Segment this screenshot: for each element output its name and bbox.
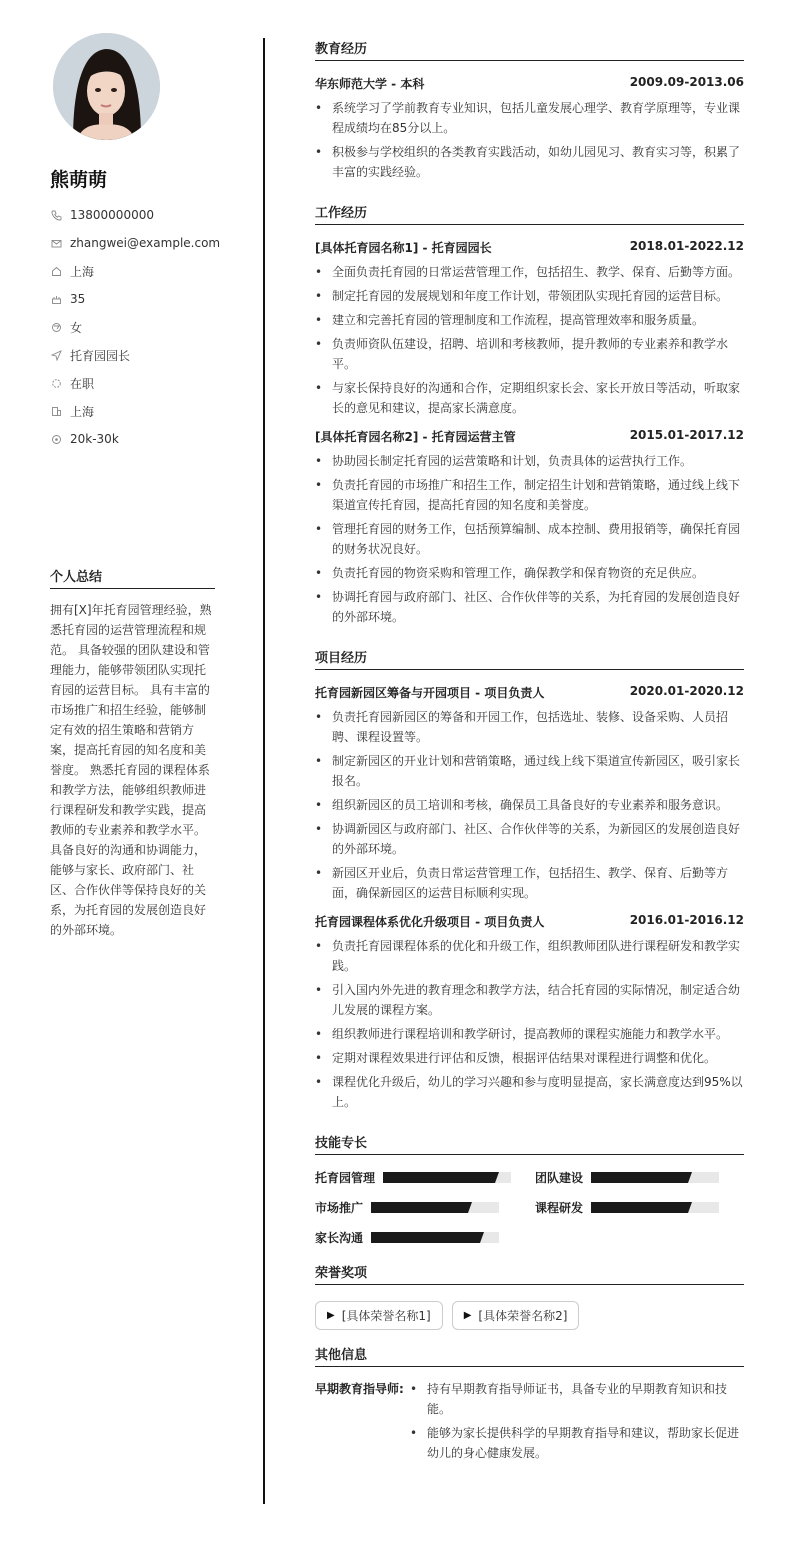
play-icon: ▶ xyxy=(327,1310,335,1321)
skill-item xyxy=(535,1199,744,1216)
section-title: 荣誉奖项 xyxy=(315,1262,744,1285)
skill-bar-fill xyxy=(591,1202,688,1213)
avatar xyxy=(53,33,160,140)
avatar-portrait xyxy=(53,33,160,140)
list-item: • 能够为家长提供科学的早期教育指导和建议，帮助家长促进幼儿的身心健康发展。 xyxy=(410,1423,744,1463)
skill-bar xyxy=(371,1202,499,1213)
bullet-list xyxy=(315,98,744,182)
contact-text: 35 xyxy=(70,292,86,306)
contact-phone xyxy=(50,201,220,229)
contact-location xyxy=(50,257,220,285)
skill-name: 团队建设 xyxy=(535,1171,584,1185)
item-head xyxy=(315,913,744,930)
item-date: 2015.01-2017.12 xyxy=(629,428,744,442)
projects-section xyxy=(315,647,744,1112)
list-item: • 组织新园区的员工培训和考核，确保员工具备良好的专业素养和服务意识。 xyxy=(315,795,744,815)
skill-name: 市场推广 xyxy=(315,1201,364,1215)
item-head xyxy=(315,239,744,256)
skill-bar xyxy=(591,1202,719,1213)
bullet-list xyxy=(315,707,744,903)
item-date: 2018.01-2022.12 xyxy=(629,239,744,253)
phone-icon xyxy=(50,209,62,221)
contact-status xyxy=(50,369,220,397)
item-date: 2009.09-2013.06 xyxy=(629,75,744,89)
skill-bar-fill xyxy=(383,1172,495,1183)
list-item: • 与家长保持良好的沟通和合作，定期组织家长会、家长开放日等活动，听取家长的意见和建议，提高家长满意度。 xyxy=(315,378,744,418)
contact-text: zhangwei@example.com xyxy=(70,236,221,250)
section-title: 项目经历 xyxy=(315,647,744,670)
skills-grid xyxy=(315,1169,744,1246)
item-title: [具体托育园名称2] - 托育园运营主管 xyxy=(315,430,516,444)
list-item: • 负责托育园的物资采购和管理工作，确保教学和保育物资的充足供应。 xyxy=(315,563,744,583)
summary-title: 个人总结 xyxy=(50,566,215,589)
honors-section xyxy=(315,1262,744,1330)
skill-item xyxy=(535,1169,744,1186)
section-title: 教育经历 xyxy=(315,38,744,61)
work-section xyxy=(315,202,744,627)
skill-item xyxy=(315,1229,535,1246)
list-item: • 新园区开业后，负责日常运营管理工作，包括招生、教学、保育、后勤等方面，确保新园区的运营目标顺利实现。 xyxy=(315,863,744,903)
contact-age xyxy=(50,285,220,313)
education-section xyxy=(315,38,744,182)
contact-text: 托育园园长 xyxy=(70,348,131,363)
contact-text: 女 xyxy=(70,320,83,335)
list-item: • 负责师资队伍建设，招聘、培训和考核教师，提升教师的专业素养和教学水平。 xyxy=(315,334,744,374)
play-icon: ▶ xyxy=(463,1310,472,1321)
skill-bar xyxy=(383,1172,511,1183)
salary-icon xyxy=(50,433,62,445)
other-label: 早期教育指导师: xyxy=(315,1382,404,1396)
section-title: 技能专长 xyxy=(315,1132,744,1155)
item-date: 2020.01-2020.12 xyxy=(629,684,744,698)
summary-text: 拥有[X]年托育园管理经验，熟悉托育园的运营管理流程和规范。 具备较强的团队建设和管理能力，能够带领团队实现托育园的运营目标。 具有丰富的市场推广和招生经验，能够制定有效的招生策略和营销方案，提高托育园的知名度和美誉度。 熟悉托育园的课程体系和教学方法，能够组织教师进行课程研发和教学实践，提高教师的专业素养和教学水平。 具备良好的沟通和协调能力，能够与家长、政府部门、社区、合作伙伴等保持良好的关系，为托育园的发展创造良好的外部环境。 xyxy=(50,603,212,937)
skill-name: 家长沟通 xyxy=(315,1231,364,1245)
contact-email xyxy=(50,229,220,257)
bullet-list xyxy=(315,262,744,418)
building-icon xyxy=(50,405,62,417)
status-icon xyxy=(50,377,62,389)
other-row xyxy=(315,1379,744,1467)
contact-salary xyxy=(50,425,220,453)
list-item: • 组织教师进行课程培训和教学研讨，提高教师的课程实施能力和教学水平。 xyxy=(315,1024,744,1044)
honor-label: [具体荣誉名称2] xyxy=(478,1309,568,1323)
skill-bar xyxy=(591,1172,719,1183)
bullet-list xyxy=(315,936,744,1112)
skills-section xyxy=(315,1132,744,1246)
skill-bar xyxy=(371,1232,499,1243)
column-divider xyxy=(263,38,265,1504)
section-title: 工作经历 xyxy=(315,202,744,225)
cake-icon xyxy=(50,293,62,305)
skill-item xyxy=(315,1169,535,1186)
honor-chip[interactable] xyxy=(315,1301,443,1330)
item-date: 2016.01-2016.12 xyxy=(629,913,744,927)
bullet-list xyxy=(315,451,744,627)
contact-text: 20k-30k xyxy=(70,432,119,446)
honor-label: [具体荣誉名称1] xyxy=(341,1309,431,1323)
item-title: 托育园课程体系优化升级项目 - 项目负责人 xyxy=(315,915,545,929)
contact-text: 上海 xyxy=(70,264,95,279)
contact-text: 13800000000 xyxy=(70,208,154,222)
item-title: 托育园新园区筹备与开园项目 - 项目负责人 xyxy=(315,686,545,700)
honor-chip[interactable] xyxy=(452,1301,580,1330)
list-item: • 制定托育园的发展规划和年度工作计划，带领团队实现托育园的运营目标。 xyxy=(315,286,744,306)
gender-icon xyxy=(50,321,62,333)
section-title: 其他信息 xyxy=(315,1344,744,1367)
list-item: • 协调新园区与政府部门、社区、合作伙伴等的关系，为新园区的发展创造良好的外部环境。 xyxy=(315,819,744,859)
contact-gender xyxy=(50,313,220,341)
list-item: • 全面负责托育园的日常运营管理工作，包括招生、教学、保育、后勤等方面。 xyxy=(315,262,744,282)
skill-item xyxy=(315,1199,535,1216)
item-head xyxy=(315,684,744,701)
contact-list xyxy=(50,201,220,453)
item-title: 华东师范大学 - 本科 xyxy=(315,77,425,91)
other-section xyxy=(315,1344,744,1467)
send-icon xyxy=(50,349,62,361)
contact-position xyxy=(50,341,220,369)
contact-text: 在职 xyxy=(70,376,95,391)
candidate-name: 熊萌萌 xyxy=(50,169,108,191)
list-item: • 制定新园区的开业计划和营销策略，通过线上线下渠道宣传新园区，吸引家长报名。 xyxy=(315,751,744,791)
item-title: [具体托育园名称1] - 托育园园长 xyxy=(315,241,492,255)
list-item: • 定期对课程效果进行评估和反馈，根据评估结果对课程进行调整和优化。 xyxy=(315,1048,744,1068)
skill-name: 课程研发 xyxy=(535,1201,584,1215)
bullet-list xyxy=(410,1379,744,1467)
list-item: • 负责托育园课程体系的优化和升级工作，组织教师团队进行课程研发和教学实践。 xyxy=(315,936,744,976)
sidebar xyxy=(0,0,264,1542)
skill-bar-fill xyxy=(371,1232,480,1243)
skill-bar-fill xyxy=(371,1202,468,1213)
list-item: • 负责托育园新园区的筹备和开园工作，包括选址、装修、设备采购、人员招聘、课程设置等。 xyxy=(315,707,744,747)
list-item: • 持有早期教育指导师证书，具备专业的早期教育知识和技能。 xyxy=(410,1379,744,1419)
skill-name: 托育园管理 xyxy=(315,1171,376,1185)
list-item: • 课程优化升级后，幼儿的学习兴趣和参与度明显提高，家长满意度达到95%以上。 xyxy=(315,1072,744,1112)
list-item: • 积极参与学校组织的各类教育实践活动，如幼儿园见习、教育实习等，积累了丰富的实践经验。 xyxy=(315,142,744,182)
list-item: • 协助园长制定托育园的运营策略和计划，负责具体的运营执行工作。 xyxy=(315,451,744,471)
list-item: • 引入国内外先进的教育理念和教学方法，结合托育园的实际情况，制定适合幼儿发展的课程方案。 xyxy=(315,980,744,1020)
list-item: • 协调托育园与政府部门、社区、合作伙伴等的关系，为托育园的发展创造良好的外部环境。 xyxy=(315,587,744,627)
item-head xyxy=(315,75,744,92)
list-item: • 系统学习了学前教育专业知识，包括儿童发展心理学、教育学原理等，专业课程成绩均在85分以上。 xyxy=(315,98,744,138)
main-content xyxy=(315,38,744,1467)
list-item: • 管理托育园的财务工作，包括预算编制、成本控制、费用报销等，确保托育园的财务状况良好。 xyxy=(315,519,744,559)
item-head xyxy=(315,428,744,445)
contact-text: 上海 xyxy=(70,404,95,419)
list-item: • 负责托育园的市场推广和招生工作，制定招生计划和营销策略，通过线上线下渠道宣传托育园，提高托育园的知名度和美誉度。 xyxy=(315,475,744,515)
home-icon xyxy=(50,265,62,277)
skill-bar-fill xyxy=(591,1172,688,1183)
list-item: • 建立和完善托育园的管理制度和工作流程，提高管理效率和服务质量。 xyxy=(315,310,744,330)
honors-list xyxy=(315,1301,744,1330)
contact-city xyxy=(50,397,220,425)
mail-icon xyxy=(50,237,62,249)
